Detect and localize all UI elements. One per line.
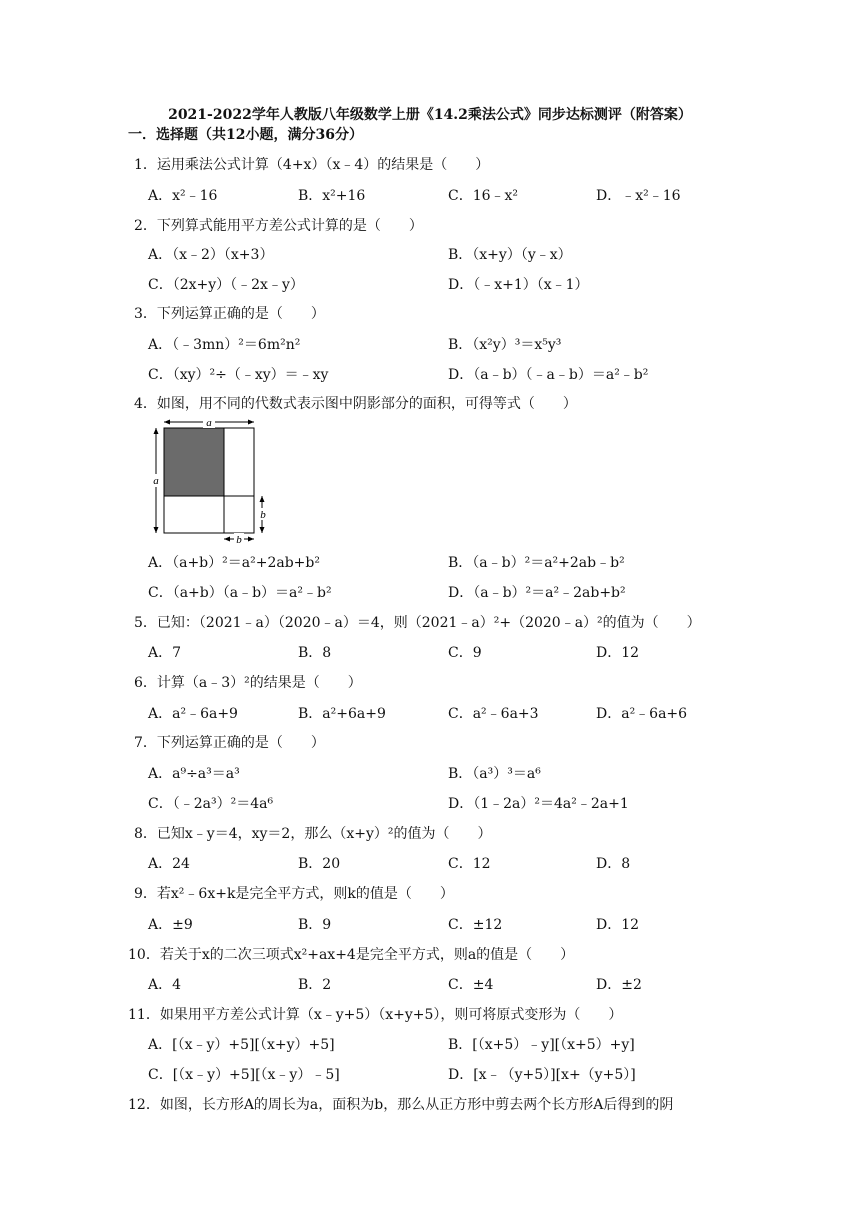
- q2-option-a[interactable]: A．（x﹣2）（x+3）: [148, 247, 274, 263]
- q5-option-a[interactable]: A．7: [148, 645, 182, 661]
- q3-option-b[interactable]: B．（x²y）³＝x⁵y³: [448, 337, 562, 353]
- q6-option-c[interactable]: C．a²﹣6a+3: [448, 706, 539, 722]
- q1-option-a[interactable]: A．x²﹣16: [148, 188, 218, 204]
- q4-option-c[interactable]: C．（a+b）（a﹣b）＝a²﹣b²: [148, 585, 332, 601]
- q8-option-c[interactable]: C．12: [448, 856, 491, 872]
- q4-option-d[interactable]: D．（a﹣b）²＝a²﹣2ab+b²: [448, 585, 626, 601]
- question-8-stem: 8．已知x﹣y＝4，xy＝2，那么（x+y）²的值为（ ）: [134, 826, 492, 842]
- q1-option-c[interactable]: C．16﹣x²: [448, 188, 519, 204]
- q2-option-b[interactable]: B．（x+y）（y﹣x）: [448, 247, 572, 263]
- question-4-stem: 4．如图，用不同的代数式表示图中阴影部分的面积，可得等式（ ）: [134, 396, 577, 412]
- question-5-stem: 5．已知：（2021﹣a）（2020﹣a）＝4，则（2021﹣a）²+（2020﹣a）²的值为（ ）: [134, 615, 701, 631]
- q4-option-b[interactable]: B．（a﹣b）²＝a²+2ab﹣b²: [448, 555, 625, 571]
- q9-option-b[interactable]: B．9: [298, 917, 332, 933]
- q7-option-d[interactable]: D．（1﹣2a）²＝4a²﹣2a+1: [448, 796, 629, 812]
- q9-option-d[interactable]: D．12: [596, 917, 640, 933]
- q10-option-b[interactable]: B．2: [298, 977, 332, 993]
- label-a-top: a: [206, 418, 212, 429]
- question-1-stem: 1．运用乘法公式计算（4+x）（x﹣4）的结果是（ ）: [134, 157, 490, 173]
- q11-option-b[interactable]: B．[（x+5）﹣y][（x+5）+y]: [448, 1037, 635, 1053]
- question-11-stem: 11．如果用平方差公式计算（x﹣y+5）（x+y+5），则可将原式变形为（ ）: [128, 1007, 623, 1023]
- shaded-square: [164, 428, 224, 496]
- q11-option-d[interactable]: D．[x﹣（y+5）][x+（y+5）]: [448, 1067, 636, 1083]
- question-6-stem: 6．计算（a﹣3）²的结果是（ ）: [134, 675, 362, 691]
- q6-option-d[interactable]: D．a²﹣6a+6: [596, 706, 688, 722]
- q1-option-b[interactable]: B．x²+16: [298, 188, 366, 204]
- q9-option-a[interactable]: A．±9: [148, 917, 193, 933]
- q6-option-a[interactable]: A．a²﹣6a+9: [148, 706, 238, 722]
- label-b-right: b: [260, 509, 266, 521]
- label-b-bottom: b: [236, 534, 242, 543]
- q2-option-c[interactable]: C．（2x+y）（﹣2x﹣y）: [148, 277, 304, 293]
- q10-option-a[interactable]: A．4: [148, 977, 182, 993]
- q7-option-c[interactable]: C．（﹣2a³）²＝4a⁶: [148, 796, 274, 812]
- q10-option-c[interactable]: C．±4: [448, 977, 494, 993]
- section-heading: 一．选择题（共12小题，满分36分）: [128, 127, 363, 143]
- q7-option-a[interactable]: A．a⁹÷a³＝a³: [148, 766, 240, 782]
- question-9-stem: 9．若x²﹣6x+k是完全平方式，则k的值是（ ）: [134, 886, 454, 902]
- label-a-left: a: [153, 475, 159, 487]
- q2-option-d[interactable]: D．（﹣x+1）（x﹣1）: [448, 277, 589, 293]
- q4-option-a[interactable]: A．（a+b）²＝a²+2ab+b²: [148, 555, 320, 571]
- q3-option-d[interactable]: D．（a﹣b）（﹣a﹣b）＝a²﹣b²: [448, 367, 649, 383]
- q9-option-c[interactable]: C．±12: [448, 917, 503, 933]
- square-figure: [148, 418, 278, 543]
- q11-option-c[interactable]: C．[（x﹣y）+5][（x﹣y）﹣5]: [148, 1067, 340, 1083]
- question-2-stem: 2．下列算式能用平方差公式计算的是（ ）: [134, 218, 423, 234]
- q7-option-b[interactable]: B．（a³）³＝a⁶: [448, 766, 541, 782]
- question-3-stem: 3．下列运算正确的是（ ）: [134, 306, 325, 322]
- q5-option-c[interactable]: C．9: [448, 645, 482, 661]
- question-7-stem: 7．下列运算正确的是（ ）: [134, 735, 325, 751]
- q8-option-b[interactable]: B．20: [298, 856, 341, 872]
- q8-option-a[interactable]: A．24: [148, 856, 190, 872]
- q1-option-d[interactable]: D．﹣x²﹣16: [596, 188, 681, 204]
- q5-option-d[interactable]: D．12: [596, 645, 640, 661]
- q3-option-c[interactable]: C．（xy）²÷（﹣xy）＝﹣xy: [148, 367, 329, 383]
- document-title: 2021-2022学年人教版八年级数学上册《14.2乘法公式》同步达标测评（附答案）: [168, 107, 692, 123]
- q3-option-a[interactable]: A．（﹣3mn）²＝6m²n²: [148, 337, 301, 353]
- q6-option-b[interactable]: B．a²+6a+9: [298, 706, 386, 722]
- question-12-stem: 12．如图，长方形A的周长为a，面积为b，那么从正方形中剪去两个长方形A后得到的阴: [128, 1097, 674, 1113]
- q11-option-a[interactable]: A．[（x﹣y）+5][（x+y）+5]: [148, 1037, 335, 1053]
- question-10-stem: 10．若关于x的二次三项式x²+ax+4是完全平方式，则a的值是（ ）: [128, 947, 575, 963]
- q10-option-d[interactable]: D．±2: [596, 977, 642, 993]
- q5-option-b[interactable]: B．8: [298, 645, 332, 661]
- q8-option-d[interactable]: D．8: [596, 856, 631, 872]
